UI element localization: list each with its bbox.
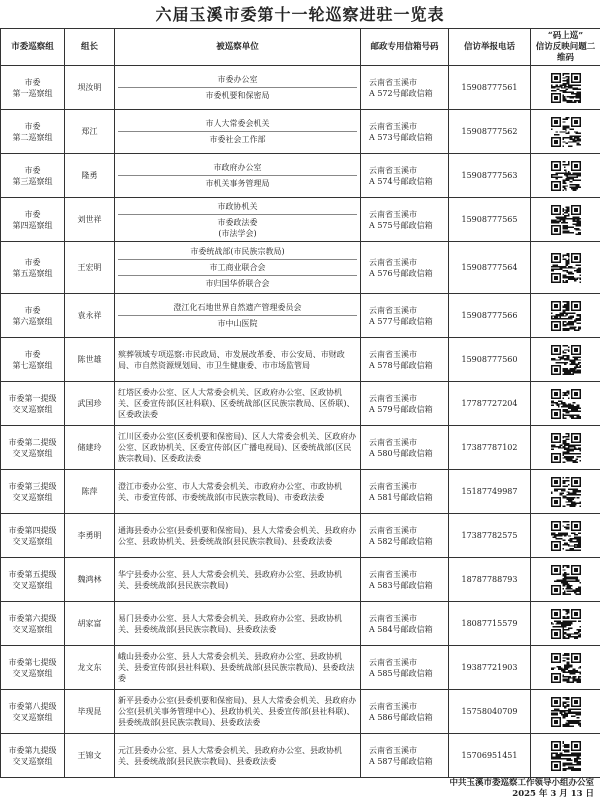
qr-code-icon[interactable] bbox=[551, 653, 581, 683]
leader-name: 胡家富 bbox=[65, 602, 115, 646]
mailbox-address: 云南省玉溪市 A 575号邮政信箱 bbox=[361, 198, 449, 242]
report-phone: 18787788793 bbox=[449, 558, 531, 602]
table-row bbox=[1, 558, 600, 602]
inspected-unit: 峨山县委办公室、县人大常委会机关、县政府办公室、县政协机关、县委宣传部(县社科联)、县委统战部(县民族宗教局)、县委政法委 bbox=[118, 652, 355, 683]
qr-code-icon[interactable] bbox=[551, 433, 581, 463]
inspected-units bbox=[115, 602, 361, 646]
report-phone: 15908777561 bbox=[449, 66, 531, 110]
inspected-unit: 市委政法委 (市法学会) bbox=[118, 214, 357, 241]
qr-code-cell bbox=[531, 646, 600, 690]
table-row bbox=[1, 470, 600, 514]
inspected-units bbox=[115, 558, 361, 602]
table-row bbox=[1, 734, 600, 778]
mailbox-address: 云南省玉溪市 A 577号邮政信箱 bbox=[361, 294, 449, 338]
report-phone: 15908777563 bbox=[449, 154, 531, 198]
report-phone: 15908777564 bbox=[449, 242, 531, 294]
inspected-unit: 市机关事务管理局 bbox=[118, 175, 357, 191]
group-name: 市委 第一巡察组 bbox=[1, 66, 65, 110]
header-phone: 信访举报电话 bbox=[449, 29, 531, 66]
qr-code-cell bbox=[531, 66, 600, 110]
inspected-units bbox=[115, 154, 361, 198]
qr-code-icon[interactable] bbox=[551, 389, 581, 419]
table-row bbox=[1, 110, 600, 154]
inspected-units bbox=[115, 690, 361, 734]
table-row bbox=[1, 242, 600, 294]
report-phone: 17387782575 bbox=[449, 514, 531, 558]
leader-name: 王锦文 bbox=[65, 734, 115, 778]
qr-code-icon[interactable] bbox=[551, 73, 581, 103]
leader-name: 陈世雄 bbox=[65, 338, 115, 382]
inspected-units bbox=[115, 646, 361, 690]
qr-code-icon[interactable] bbox=[551, 697, 581, 727]
qr-code-icon[interactable] bbox=[551, 253, 581, 283]
inspected-unit: 市政协机关 bbox=[217, 201, 258, 211]
inspected-units bbox=[115, 242, 361, 294]
mailbox-address: 云南省玉溪市 A 578号邮政信箱 bbox=[361, 338, 449, 382]
footer bbox=[449, 778, 594, 800]
inspected-unit: 澄江市委办公室、市人大常委会机关、市政府办公室、市政协机关、市委宣传部、市委统战部(市民族宗教局)、市委政法委 bbox=[118, 481, 342, 502]
mailbox-address: 云南省玉溪市 A 576号邮政信箱 bbox=[361, 242, 449, 294]
qr-code-icon[interactable] bbox=[551, 117, 581, 147]
qr-code-cell bbox=[531, 242, 600, 294]
inspected-units bbox=[115, 470, 361, 514]
qr-code-cell bbox=[531, 198, 600, 242]
leader-name: 刘世祥 bbox=[65, 198, 115, 242]
report-phone: 19387721903 bbox=[449, 646, 531, 690]
leader-name: 隆勇 bbox=[65, 154, 115, 198]
leader-name: 毕现昆 bbox=[65, 690, 115, 734]
leader-name: 李勇明 bbox=[65, 514, 115, 558]
report-phone: 15908777562 bbox=[449, 110, 531, 154]
group-name: 市委第九提级 交叉巡察组 bbox=[1, 734, 65, 778]
table-row bbox=[1, 646, 600, 690]
inspected-unit: 殡葬领域专项巡察:市民政局、市发展改革委、市公安局、市财政局、市自然资源规划局、市卫生健康委、市市场监管局 bbox=[118, 349, 345, 370]
inspected-unit: 市委社会工作部 bbox=[118, 131, 357, 147]
inspected-units bbox=[115, 382, 361, 426]
qr-code-cell bbox=[531, 734, 600, 778]
inspected-unit: 易门县委办公室、县人大常委会机关、县政府办公室、县政协机关、县委统战部(县民族宗教局)、县委政法委 bbox=[118, 613, 342, 634]
mailbox-address: 云南省玉溪市 A 584号邮政信箱 bbox=[361, 602, 449, 646]
inspected-unit: 市委统战部(市民族宗教局) bbox=[190, 247, 285, 256]
inspected-unit: 市中山医院 bbox=[118, 315, 357, 331]
inspected-unit: 澄江化石地世界自然遗产管理委员会 bbox=[173, 303, 302, 312]
report-phone: 15908777565 bbox=[449, 198, 531, 242]
header-qr: “码上巡” 信访反映问题二维码 bbox=[531, 29, 600, 66]
table-row bbox=[1, 602, 600, 646]
table-row bbox=[1, 154, 600, 198]
qr-code-cell bbox=[531, 338, 600, 382]
qr-code-icon[interactable] bbox=[551, 205, 581, 235]
report-phone: 15908777566 bbox=[449, 294, 531, 338]
header-mailbox: 邮政专用信箱号码 bbox=[361, 29, 449, 66]
table-row bbox=[1, 426, 600, 470]
mailbox-address: 云南省玉溪市 A 574号邮政信箱 bbox=[361, 154, 449, 198]
inspected-units bbox=[115, 110, 361, 154]
group-name: 市委 第四巡察组 bbox=[1, 198, 65, 242]
mailbox-address: 云南省玉溪市 A 585号邮政信箱 bbox=[361, 646, 449, 690]
table-row bbox=[1, 198, 600, 242]
table-row bbox=[1, 338, 600, 382]
qr-code-icon[interactable] bbox=[551, 741, 581, 771]
group-name: 市委 第五巡察组 bbox=[1, 242, 65, 294]
mailbox-address: 云南省玉溪市 A 581号邮政信箱 bbox=[361, 470, 449, 514]
inspected-unit: 市委办公室 bbox=[217, 75, 258, 84]
qr-code-cell bbox=[531, 154, 600, 198]
report-phone: 17787727204 bbox=[449, 382, 531, 426]
inspected-unit: 江川区委办公室(区委机要和保密局)、区人大常委会机关、区政府办公室、区政协机关、区委宣传部(区广播电视局)、区委统战部(区民族宗教局)、区委政法委 bbox=[118, 432, 357, 463]
qr-code-icon[interactable] bbox=[551, 521, 581, 551]
header-units: 被巡察单位 bbox=[115, 29, 361, 66]
qr-code-cell bbox=[531, 514, 600, 558]
qr-code-icon[interactable] bbox=[551, 161, 581, 191]
inspected-unit: 市人大常委会机关 bbox=[205, 119, 270, 128]
report-phone: 17387787102 bbox=[449, 426, 531, 470]
group-name: 市委第二提级 交叉巡察组 bbox=[1, 426, 65, 470]
qr-code-cell bbox=[531, 294, 600, 338]
report-phone: 15908777560 bbox=[449, 338, 531, 382]
inspected-unit: 市委机要和保密局 bbox=[118, 87, 357, 103]
inspected-unit: 市政府办公室 bbox=[213, 163, 262, 172]
mailbox-address: 云南省玉溪市 A 583号邮政信箱 bbox=[361, 558, 449, 602]
leader-name: 袁永祥 bbox=[65, 294, 115, 338]
footer-date: 2025 年 3 月 13 日 bbox=[512, 789, 594, 799]
table-row bbox=[1, 690, 600, 734]
leader-name: 陈萍 bbox=[65, 470, 115, 514]
table-row bbox=[1, 382, 600, 426]
group-name: 市委第三提级 交叉巡察组 bbox=[1, 470, 65, 514]
qr-code-icon[interactable] bbox=[551, 609, 581, 639]
leader-name: 储建玲 bbox=[65, 426, 115, 470]
leader-name: 龙文东 bbox=[65, 646, 115, 690]
qr-code-cell bbox=[531, 426, 600, 470]
inspected-unit: 市归国华侨联合会 bbox=[118, 275, 357, 291]
header-group: 市委巡察组 bbox=[1, 29, 65, 66]
table-row bbox=[1, 514, 600, 558]
inspected-unit: 华宁县委办公室、县人大常委会机关、县政府办公室、县政协机关、县委统战部(县民族宗教局) bbox=[118, 569, 342, 590]
leader-name: 武国珍 bbox=[65, 382, 115, 426]
qr-code-cell bbox=[531, 110, 600, 154]
inspected-units bbox=[115, 198, 361, 242]
report-phone: 15758040709 bbox=[449, 690, 531, 734]
header-leader: 组长 bbox=[65, 29, 115, 66]
table-header-row bbox=[1, 29, 600, 66]
group-name: 市委第四提级 交叉巡察组 bbox=[1, 514, 65, 558]
footer-org: 中共玉溪市委巡察工作领导小组办公室 bbox=[449, 778, 594, 788]
group-name: 市委第八提级 交叉巡察组 bbox=[1, 690, 65, 734]
group-name: 市委 第三巡察组 bbox=[1, 154, 65, 198]
leader-name: 郑江 bbox=[65, 110, 115, 154]
report-phone: 18087715579 bbox=[449, 602, 531, 646]
group-name: 市委 第二巡察组 bbox=[1, 110, 65, 154]
qr-code-cell bbox=[531, 602, 600, 646]
inspected-unit: 红塔区委办公室、区人大常委会机关、区政府办公室、区政协机关、区委宣传部(区社科联)、区委统战部(区民族宗教局、区侨联)、区委政法委 bbox=[118, 388, 355, 419]
inspected-unit: 通海县委办公室(县委机要和保密局)、县人大常委会机关、县政府办公室、县政协机关、县委统战部(县民族宗教局)、县委政法委 bbox=[118, 525, 357, 546]
group-name: 市委第一提级 交叉巡察组 bbox=[1, 382, 65, 426]
qr-code-icon[interactable] bbox=[551, 301, 581, 331]
inspected-units bbox=[115, 514, 361, 558]
qr-code-icon[interactable] bbox=[551, 565, 581, 595]
mailbox-address: 云南省玉溪市 A 572号邮政信箱 bbox=[361, 66, 449, 110]
qr-code-cell bbox=[531, 382, 600, 426]
mailbox-address: 云南省玉溪市 A 586号邮政信箱 bbox=[361, 690, 449, 734]
group-name: 市委 第六巡察组 bbox=[1, 294, 65, 338]
table-row bbox=[1, 66, 600, 110]
leader-name: 坝汝明 bbox=[65, 66, 115, 110]
group-name: 市委第五提级 交叉巡察组 bbox=[1, 558, 65, 602]
leader-name: 魏鸿林 bbox=[65, 558, 115, 602]
mailbox-address: 云南省玉溪市 A 582号邮政信箱 bbox=[361, 514, 449, 558]
group-name: 市委第六提级 交叉巡察组 bbox=[1, 602, 65, 646]
mailbox-address: 云南省玉溪市 A 580号邮政信箱 bbox=[361, 426, 449, 470]
leader-name: 王宏明 bbox=[65, 242, 115, 294]
qr-code-cell bbox=[531, 690, 600, 734]
inspected-unit: 元江县委办公室、县人大常委会机关、县政府办公室、县政协机关、县委统战部(县民族宗教局)、县委政法委 bbox=[118, 745, 342, 766]
inspected-units bbox=[115, 734, 361, 778]
table-row bbox=[1, 294, 600, 338]
report-phone: 15187749987 bbox=[449, 470, 531, 514]
inspected-units bbox=[115, 338, 361, 382]
qr-code-cell bbox=[531, 558, 600, 602]
report-phone: 15706951451 bbox=[449, 734, 531, 778]
inspected-units bbox=[115, 66, 361, 110]
inspection-table bbox=[0, 28, 600, 778]
group-name: 市委第七提级 交叉巡察组 bbox=[1, 646, 65, 690]
inspected-unit: 新平县委办公室(县委机要和保密局)、县人大常委会机关、县政府办公室(县机关事务管理中心)、县政协机关、县委宣传部(县社科联)、县委统战部(县民族宗教局)、县委政法委 bbox=[118, 696, 357, 727]
mailbox-address: 云南省玉溪市 A 587号邮政信箱 bbox=[361, 734, 449, 778]
qr-code-icon[interactable] bbox=[551, 345, 581, 375]
group-name: 市委 第七巡察组 bbox=[1, 338, 65, 382]
page-title: 六届玉溪市委第十一轮巡察进驻一览表 bbox=[155, 5, 445, 24]
mailbox-address: 云南省玉溪市 A 579号邮政信箱 bbox=[361, 382, 449, 426]
inspected-units bbox=[115, 294, 361, 338]
qr-code-icon[interactable] bbox=[551, 477, 581, 507]
mailbox-address: 云南省玉溪市 A 573号邮政信箱 bbox=[361, 110, 449, 154]
inspected-units bbox=[115, 426, 361, 470]
inspected-unit: 市工商业联合会 bbox=[118, 259, 357, 275]
qr-code-cell bbox=[531, 470, 600, 514]
